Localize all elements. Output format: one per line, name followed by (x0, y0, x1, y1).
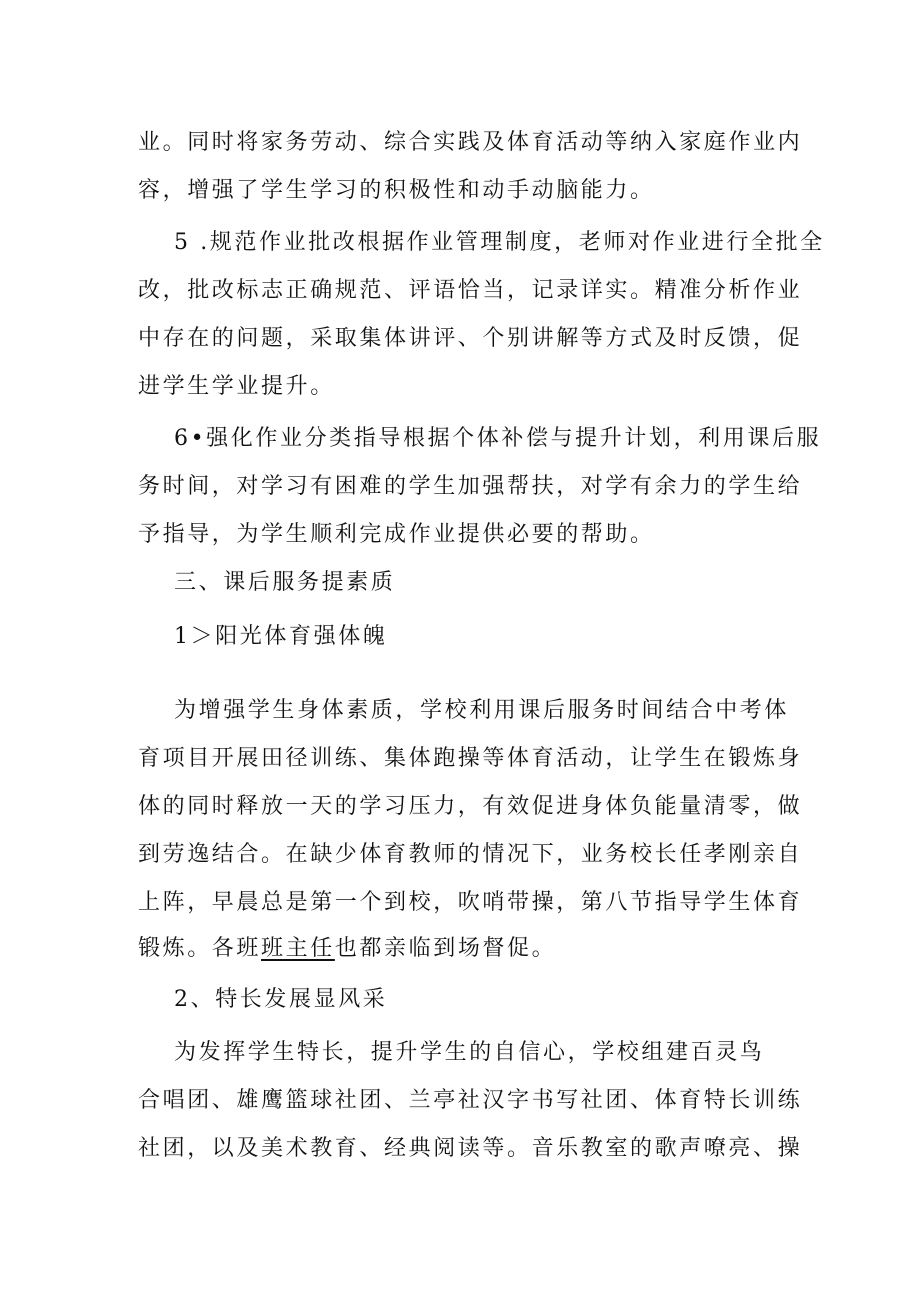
paragraph-line: 育项目开展田径训练、集体跑操等体育活动，让学生在锻炼身 (138, 746, 803, 771)
paragraph-line: 6•强化作业分类指导根据个体补偿与提升计划，利用课后服 (174, 426, 822, 451)
paragraph-line: 为发挥学生特长，提升学生的自信心，学校组建百灵鸟 (174, 1040, 765, 1065)
paragraph-line: 上阵，早晨总是第一个到校，吹哨带操，第八节指导学生体育 (138, 890, 803, 915)
paragraph-line: 合唱团、雄鹰篮球社团、兰亭社汉字书写社团、体育特长训练 (138, 1088, 803, 1113)
subsection-heading: 1＞阳光体育强体魄 (174, 624, 388, 649)
paragraph-line: 5 .规范作业批改根据作业管理制度，老师对作业进行全批全 (174, 230, 825, 255)
paragraph-line: 务时间，对学习有困难的学生加强帮扶，对学有余力的学生给 (138, 474, 803, 499)
line-text: 也都亲临到场督促。 (334, 936, 557, 961)
paragraph-line: 进学生学业提升。 (138, 374, 335, 399)
paragraph-line (138, 934, 556, 964)
line-text: 锻炼。各班 (138, 936, 262, 961)
paragraph-line: 业。同时将家务劳动、综合实践及体育活动等纳入家庭作业内 (138, 130, 803, 155)
paragraph-line: 到劳逸结合。在缺少体育教师的情况下，业务校长任孝刚亲自 (138, 842, 803, 867)
paragraph-line: 体的同时释放一天的学习压力，有效促进身体负能量清零，做 (138, 794, 803, 819)
paragraph-line: 社团，以及美术教育、经典阅读等。音乐教室的歌声嘹亮、操 (138, 1136, 803, 1161)
paragraph-line: 容，增强了学生学习的积极性和动手动脑能力。 (138, 178, 655, 203)
paragraph-line: 改，批改标志正确规范、评语恰当，记录详实。精准分析作业 (138, 278, 803, 303)
subsection-heading: 2、特长发展显风采 (174, 987, 388, 1012)
paragraph-line: 中存在的问题，采取集体讲评、个别讲解等方式及时反馈，促 (138, 326, 803, 351)
section-heading: 三、课后服务提素质 (174, 570, 396, 595)
underlined-term: 班主任 (261, 936, 335, 961)
paragraph-line: 予指导，为学生顺利完成作业提供必要的帮助。 (138, 522, 655, 547)
paragraph-line: 为增强学生身体素质，学校利用课后服务时间结合中考体 (174, 698, 790, 723)
